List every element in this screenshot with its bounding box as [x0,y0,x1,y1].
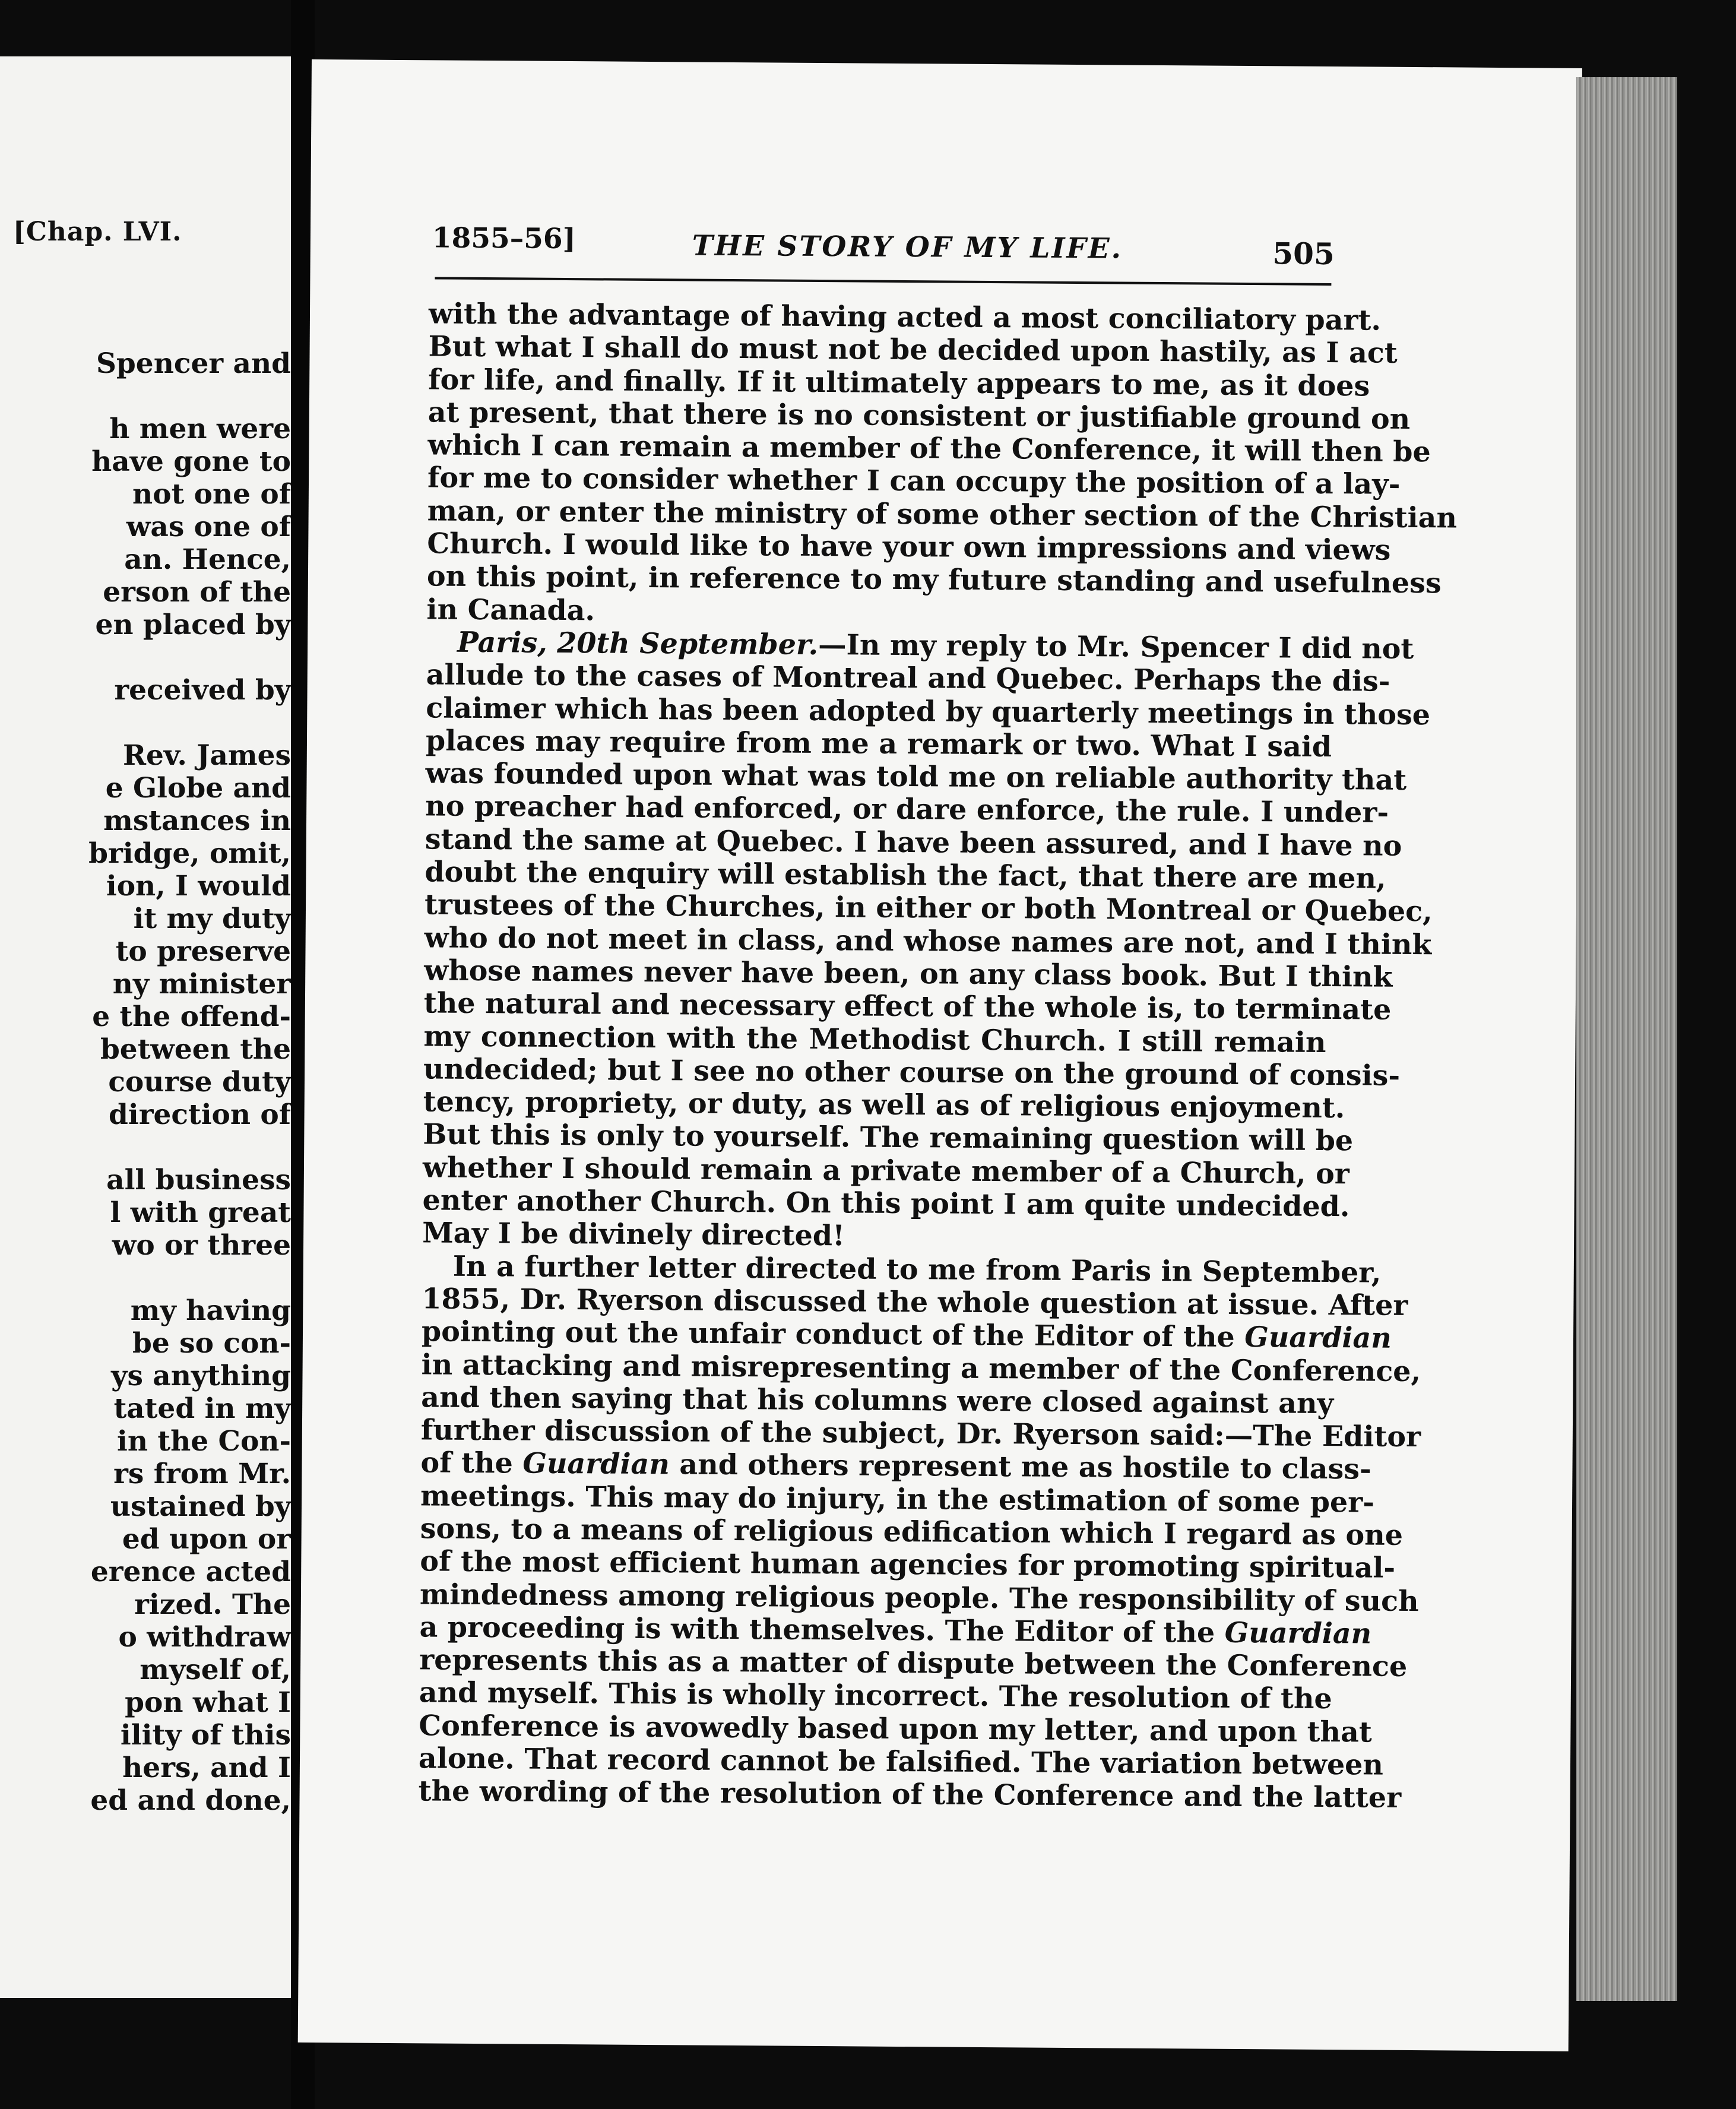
text-line: In a further letter directed to me from Paris in September, [452,1249,1382,1290]
text-line: was founded upon what was told me on reliable authority that [425,756,1407,797]
left-page-header: [Chap. LVI. [13,217,182,247]
left-page-line: e Globe and [105,772,291,805]
text-line: alone. That record cannot be falsified. The variation between [418,1741,1384,1782]
running-head-years: 1855–56] [432,221,576,256]
text-line: enter another Church. On this point I am quite undecided. [422,1183,1350,1224]
left-page-line: course duty [108,1066,291,1098]
left-page-line: to preserve [115,935,291,968]
text-line: undecided; but I see no other course on the ground of consis- [423,1052,1401,1092]
text-line: who do not meet in class, and whose names are not, and I think [424,921,1432,961]
text-line: Church. I would like to have your own impressions and views [427,527,1391,567]
text-line: whether I should remain a private member of a Church, or [422,1151,1350,1190]
left-page-line: en placed by [95,609,291,641]
left-page-line: bridge, omit, [88,837,291,870]
left-page-line: erence acted [90,1556,291,1588]
text-line: the wording of the resolution of the Conference and the latter [418,1774,1402,1815]
text-line: trustees of the Churches, in either or both Montreal or Quebec, [424,888,1433,929]
text-line: no preacher had enforced, or dare enforce, the rule. I under- [425,789,1389,830]
left-page-line: ed and done, [90,1784,291,1817]
text-line: pointing out the unfair conduct of the Editor of the Guardian [421,1315,1392,1355]
left-page-line: h men were [109,413,291,445]
left-page-line: received by [114,674,291,707]
text-line: the natural and necessary effect of the whole is, to terminate [423,986,1392,1027]
left-page-line: pon what I [125,1686,291,1719]
text-line: at present, that there is no consistent or justifiable ground on [427,395,1411,436]
left-page-line: e the offend- [92,1000,291,1033]
left-page-line: was one of [126,511,291,543]
text-line: But what I shall do must not be decided upon hastily, as I act [428,330,1398,370]
text-line: Paris, 20th September.—In my reply to Mr. Spencer I did not [457,625,1414,666]
text-line: for life, and finally. If it ultimately appears to me, as it does [428,362,1370,403]
page-edges [1576,77,1677,2001]
left-page-line: l with great [110,1196,291,1229]
text-line: 1855, Dr. Ryerson discussed the whole question at issue. After [422,1282,1408,1322]
text-line: allude to the cases of Montreal and Quebec. Perhaps the dis- [426,658,1390,698]
left-page-line: ility of this [120,1719,291,1752]
body-text [418,297,1458,1815]
text-line: of the Guardian and others represent me as hostile to class- [420,1446,1371,1486]
text-line: with the advantage of having acted a most conciliatory part. [428,297,1382,337]
text-line: doubt the enquiry will establish the fact, that there are men, [425,855,1386,895]
text-line: for me to consider whether I can occupy the position of a lay- [427,461,1401,502]
text-line: and myself. This is wholly incorrect. The resolution of the [419,1676,1332,1716]
page-number: 505 [1272,236,1335,272]
text-line: tency, propriety, or duty, as well as of religious enjoyment. [423,1085,1345,1125]
left-page-line: tated in my [113,1392,291,1425]
text-line: man, or enter the ministry of some other section of the Christian [427,494,1458,535]
left-page-line: rs from Mr. [113,1458,291,1490]
text-line: represents this as a matter of dispute between the Conference [419,1643,1408,1684]
left-page-line: hers, and I [122,1752,291,1784]
text-line: whose names never have been, on any class book. But I think [424,954,1393,994]
text-line: places may require from me a remark or two. What I said [425,724,1332,764]
text-line: Conference is avowedly based upon my letter, and upon that [419,1709,1372,1749]
text-line: mindedness among religious people. The responsibility of such [419,1577,1419,1618]
left-page-line: it my duty [133,902,291,935]
text-line: claimer which has been adopted by quarterly meetings in those [426,691,1431,732]
text-line: of the most efficient human agencies for promoting spiritual- [420,1544,1396,1585]
left-page-line: my having [130,1294,291,1327]
text-line: further discussion of the subject, Dr. Ryerson said:—The Editor [420,1413,1421,1454]
text-line: a proceeding is with themselves. The Editor of the Guardian [419,1610,1372,1651]
text-line: on this point, in reference to my future standing and usefulness [426,559,1442,600]
left-page-line: ys anything [111,1360,291,1392]
left-page-line: ustained by [110,1490,291,1523]
text-line: But this is only to yourself. The remaining question will be [423,1117,1354,1158]
left-page-line: an. Hence, [124,543,291,576]
text-line: and then saying that his columns were closed against any [421,1380,1334,1420]
left-page-line: Rev. James [122,739,291,772]
text-line: stand the same at Quebec. I have been assured, and I have no [425,822,1402,863]
header-rule [435,277,1331,286]
left-page-line: all business [106,1164,291,1196]
left-page-line: between the [100,1033,291,1066]
left-page-line: wo or three [112,1229,291,1262]
running-head-title: THE STORY OF MY LIFE. [692,229,1123,265]
left-page-line: ed upon or [122,1523,291,1556]
running-head [432,221,1335,272]
left-page-line: myself of, [140,1654,291,1686]
text-line: meetings. This may do injury, in the estimation of some per- [420,1479,1375,1519]
left-page-line: in the Con- [117,1425,291,1458]
left-page-line: ion, I would [106,870,291,902]
text-line: which I can remain a member of the Conference, it will then be [427,428,1431,469]
text-line: sons, to a means of religious edification which I regard as one [420,1512,1404,1552]
text-line: in attacking and misrepresenting a member of the Conference, [421,1347,1421,1388]
left-page-line: mstances in [103,805,291,837]
text-line: in Canada. [426,593,595,628]
text-line: May I be divinely directed! [422,1216,845,1253]
left-page-line: not one of [132,478,291,511]
left-page-line: be so con- [132,1327,291,1360]
left-page-line: Spencer and [96,347,291,380]
left-page-line: erson of the [103,576,291,609]
left-page-line: have gone to [91,445,291,478]
text-line: my connection with the Methodist Church. I still remain [423,1019,1326,1059]
left-page-line: o withdraw [118,1621,291,1654]
left-page-line: rized. The [134,1588,291,1621]
left-page-line: ny minister [112,968,291,1000]
previous-page [0,56,291,1998]
dateline: Paris, 20th September. [457,625,819,661]
book-page [298,59,1582,2051]
left-page-line: direction of [108,1098,291,1131]
